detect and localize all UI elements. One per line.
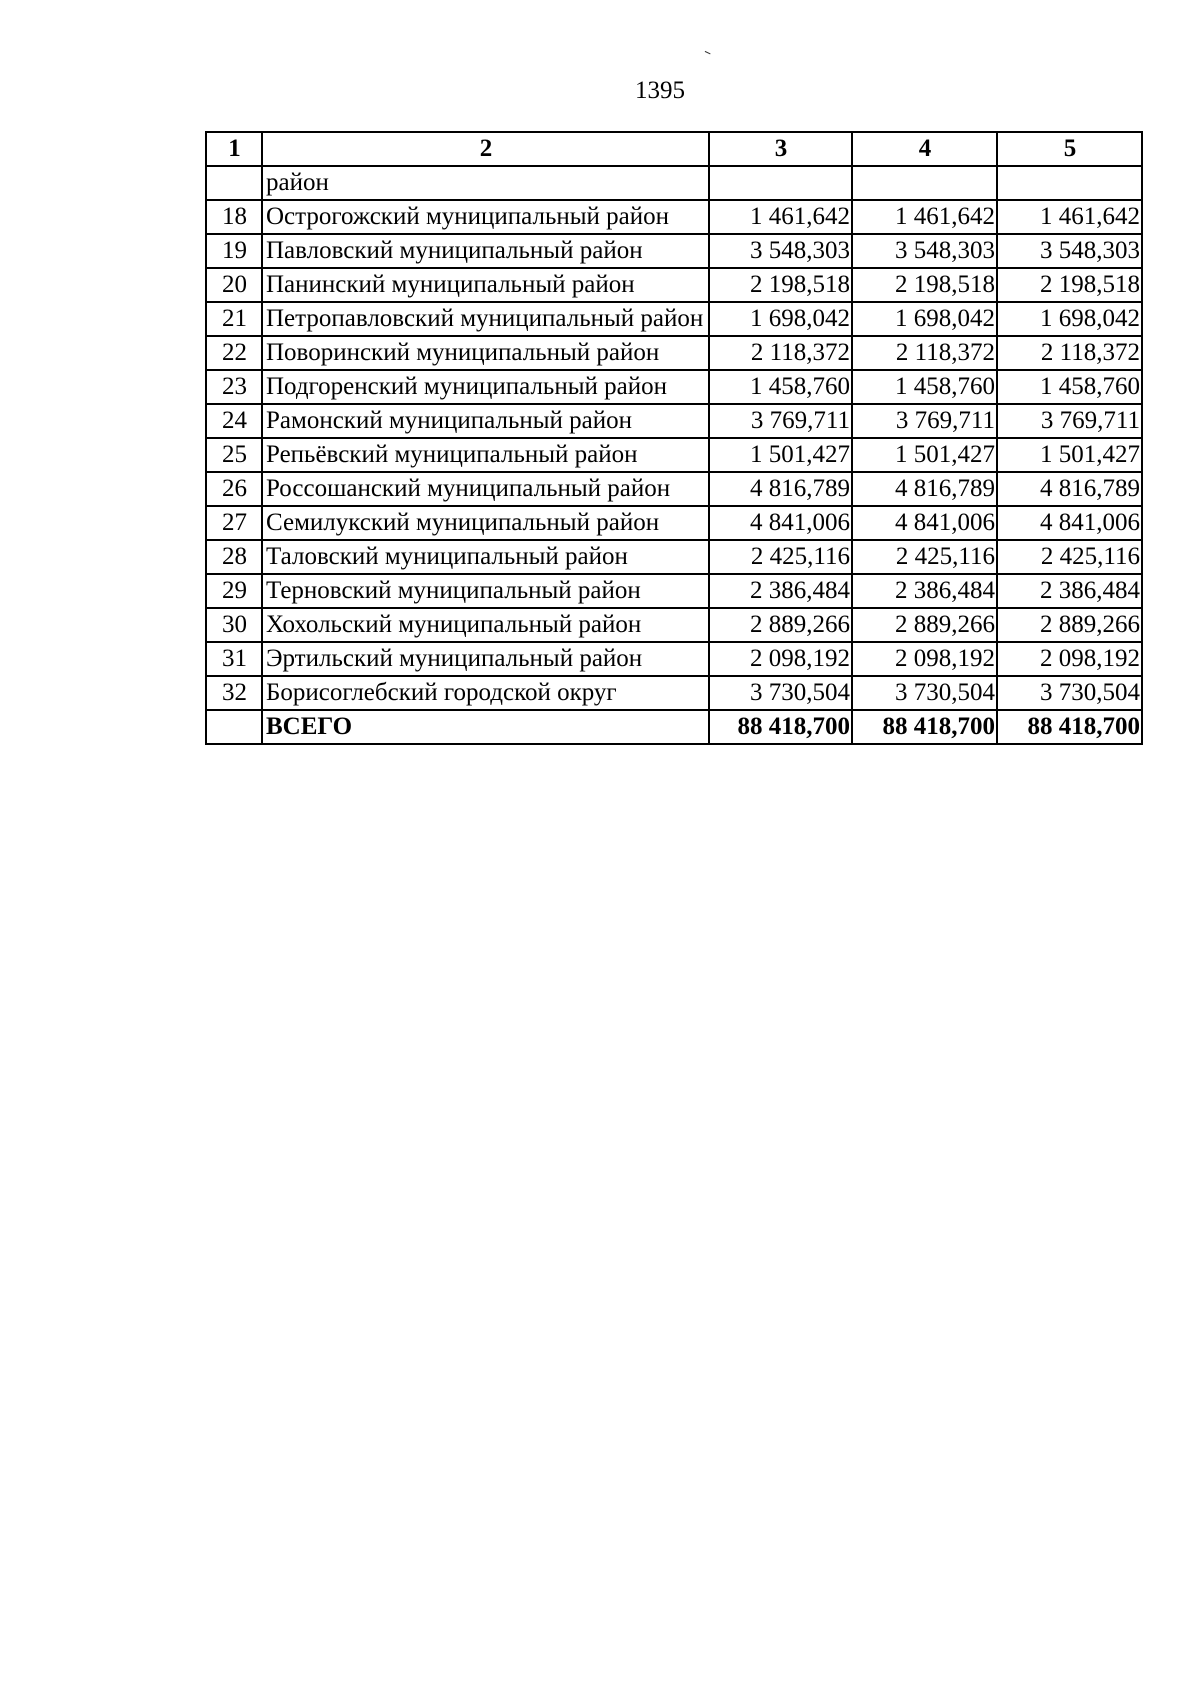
- table-row: [206, 404, 1142, 438]
- column-header-3: 3: [709, 132, 852, 166]
- table-row: [206, 200, 1142, 234]
- value-col5: 1 698,042: [997, 302, 1142, 336]
- value-col5: 2 098,192: [997, 642, 1142, 676]
- row-number: 21: [206, 302, 262, 336]
- value-col5: 3 769,711: [997, 404, 1142, 438]
- value-col5: [997, 166, 1142, 200]
- value-col5: 4 816,789: [997, 472, 1142, 506]
- row-number: 32: [206, 676, 262, 710]
- value-col3: 2 425,116: [709, 540, 852, 574]
- district-name: Репьёвский муниципальный район: [262, 438, 709, 472]
- row-number: 20: [206, 268, 262, 302]
- value-col3: 1 698,042: [709, 302, 852, 336]
- value-col4: 3 730,504: [852, 676, 997, 710]
- row-number: 22: [206, 336, 262, 370]
- value-col4: [852, 166, 997, 200]
- value-col4: 3 548,303: [852, 234, 997, 268]
- row-number: 18: [206, 200, 262, 234]
- row-number: 30: [206, 608, 262, 642]
- value-col3: 3 769,711: [709, 404, 852, 438]
- district-name: район: [262, 166, 709, 200]
- value-col4: 2 889,266: [852, 608, 997, 642]
- value-col5: 2 386,484: [997, 574, 1142, 608]
- table-row: [206, 302, 1142, 336]
- row-number: 19: [206, 234, 262, 268]
- value-col5: 1 458,760: [997, 370, 1142, 404]
- value-col5: 3 548,303: [997, 234, 1142, 268]
- value-col3: 2 098,192: [709, 642, 852, 676]
- value-col3: 1 461,642: [709, 200, 852, 234]
- column-header-1: 1: [206, 132, 262, 166]
- table-header-row: [206, 132, 1142, 166]
- value-col5: 1 501,427: [997, 438, 1142, 472]
- row-number: 24: [206, 404, 262, 438]
- column-header-5: 5: [997, 132, 1142, 166]
- value-col3: 2 889,266: [709, 608, 852, 642]
- value-col5: 4 841,006: [997, 506, 1142, 540]
- column-header-4: 4: [852, 132, 997, 166]
- value-col4: 1 501,427: [852, 438, 997, 472]
- value-col4: 2 386,484: [852, 574, 997, 608]
- table-row: [206, 268, 1142, 302]
- value-col4: 2 198,518: [852, 268, 997, 302]
- total-row: [206, 710, 1142, 744]
- value-col5: 2 889,266: [997, 608, 1142, 642]
- value-col3: 2 118,372: [709, 336, 852, 370]
- row-number: 28: [206, 540, 262, 574]
- row-number: 27: [206, 506, 262, 540]
- value-col5: 2 425,116: [997, 540, 1142, 574]
- total-value-col3: 88 418,700: [709, 710, 852, 744]
- value-col3: 1 458,760: [709, 370, 852, 404]
- district-name: Панинский муниципальный район: [262, 268, 709, 302]
- value-col5: 3 730,504: [997, 676, 1142, 710]
- value-col3: 4 841,006: [709, 506, 852, 540]
- table-row: [206, 642, 1142, 676]
- table-row: [206, 370, 1142, 404]
- district-name: Острогожский муниципальный район: [262, 200, 709, 234]
- value-col5: 1 461,642: [997, 200, 1142, 234]
- row-number: 26: [206, 472, 262, 506]
- page-number: 1395: [635, 77, 685, 104]
- district-name: Эртильский муниципальный район: [262, 642, 709, 676]
- total-label: ВСЕГО: [262, 710, 709, 744]
- district-name: Подгоренский муниципальный район: [262, 370, 709, 404]
- total-value-col4: 88 418,700: [852, 710, 997, 744]
- district-name: Борисоглебский городской округ: [262, 676, 709, 710]
- row-number: 25: [206, 438, 262, 472]
- value-col3: 2 386,484: [709, 574, 852, 608]
- value-col3: 4 816,789: [709, 472, 852, 506]
- district-name: Павловский муниципальный район: [262, 234, 709, 268]
- value-col3: 1 501,427: [709, 438, 852, 472]
- table-row: [206, 438, 1142, 472]
- value-col5: 2 198,518: [997, 268, 1142, 302]
- table-row: [206, 234, 1142, 268]
- column-header-2: 2: [262, 132, 709, 166]
- table-row: [206, 676, 1142, 710]
- district-name: Поворинский муниципальный район: [262, 336, 709, 370]
- value-col4: 1 461,642: [852, 200, 997, 234]
- total-value-col5: 88 418,700: [997, 710, 1142, 744]
- row-number: 29: [206, 574, 262, 608]
- table-row: [206, 336, 1142, 370]
- value-col3: [709, 166, 852, 200]
- district-name: Семилукский муниципальный район: [262, 506, 709, 540]
- value-col3: 3 730,504: [709, 676, 852, 710]
- value-col3: 3 548,303: [709, 234, 852, 268]
- table-body: [206, 166, 1142, 744]
- allocation-table: [205, 131, 1143, 745]
- district-name: Терновский муниципальный район: [262, 574, 709, 608]
- district-name: Хохольский муниципальный район: [262, 608, 709, 642]
- district-name: Россошанский муниципальный район: [262, 472, 709, 506]
- table-row: [206, 166, 1142, 200]
- value-col4: 2 098,192: [852, 642, 997, 676]
- value-col4: 1 698,042: [852, 302, 997, 336]
- row-number: [206, 166, 262, 200]
- row-number: 31: [206, 642, 262, 676]
- district-name: Петропавловский муниципальный район: [262, 302, 709, 336]
- table-row: [206, 472, 1142, 506]
- value-col4: 2 425,116: [852, 540, 997, 574]
- total-num-cell: [206, 710, 262, 744]
- district-name: Рамонский муниципальный район: [262, 404, 709, 438]
- value-col4: 4 816,789: [852, 472, 997, 506]
- scan-speck: [703, 51, 710, 57]
- table-row: [206, 608, 1142, 642]
- value-col4: 2 118,372: [852, 336, 997, 370]
- value-col5: 2 118,372: [997, 336, 1142, 370]
- value-col4: 1 458,760: [852, 370, 997, 404]
- district-name: Таловский муниципальный район: [262, 540, 709, 574]
- row-number: 23: [206, 370, 262, 404]
- table-row: [206, 506, 1142, 540]
- table-row: [206, 540, 1142, 574]
- value-col4: 4 841,006: [852, 506, 997, 540]
- value-col4: 3 769,711: [852, 404, 997, 438]
- table-row: [206, 574, 1142, 608]
- value-col3: 2 198,518: [709, 268, 852, 302]
